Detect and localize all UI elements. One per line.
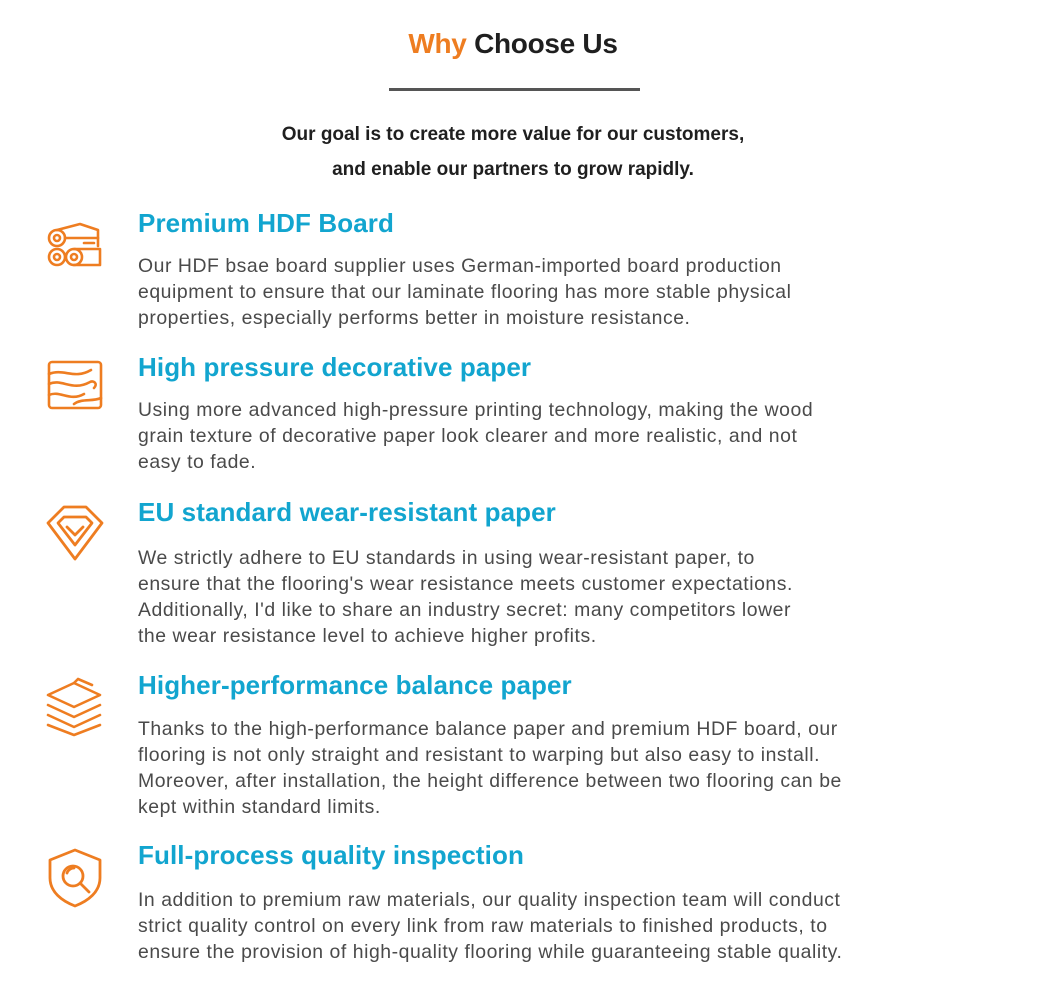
feature-title: Higher-performance balance paper [138,670,572,700]
description-line: strict quality control on every link from raw materials to finished products, to [138,915,828,937]
logs-icon [44,213,106,275]
description-line: kept within standard limits. [138,796,381,818]
feature-description [138,397,998,475]
paper-layers-icon [44,675,106,737]
feature-title: High pressure decorative paper [138,352,532,382]
quality-badge-icon [44,501,106,563]
description-line: flooring is not only straight and resistant to warping but also easy to install. [138,744,821,766]
subtitle-line-1: Our goal is to create more value for our customers, [281,124,745,145]
feature-description [138,253,998,331]
subtitle-line-2: and enable our partners to grow rapidly. [332,159,694,180]
feature-title: Full-process quality inspection [138,840,524,870]
feature-title: Premium HDF Board [138,208,394,238]
description-line: properties, especially performs better in moisture resistance. [138,307,691,329]
title-rest: Choose Us [474,28,618,59]
description-line: grain texture of decorative paper look clearer and more realistic, and not [138,425,798,447]
section-title [0,28,1026,60]
inspection-shield-icon [44,846,106,908]
description-line: Moreover, after installation, the height difference between two flooring can be [138,770,842,792]
description-line: We strictly adhere to EU standards in using wear-resistant paper, to [138,547,755,569]
description-line: equipment to ensure that our laminate flooring has more stable physical [138,281,792,303]
description-line: Thanks to the high-performance balance paper and premium HDF board, our [138,718,838,740]
description-line: Using more advanced high-pressure printing technology, making the wood [138,399,814,421]
description-line: ensure that the flooring's wear resistance meets customer expectations. [138,573,793,595]
title-divider [389,88,640,91]
wood-grain-icon [44,354,106,416]
feature-description [138,545,998,649]
description-line: Our HDF bsae board supplier uses German-imported board production [138,255,782,277]
description-line: ensure the provision of high-quality flooring while guaranteeing stable quality. [138,941,843,963]
description-line: easy to fade. [138,451,257,473]
feature-title: EU standard wear-resistant paper [138,497,556,527]
feature-description [138,887,998,965]
description-line: the wear resistance level to achieve higher profits. [138,625,597,647]
description-line: Additionally, I'd like to share an industry secret: many competitors lower [138,599,791,621]
section-subtitle [0,117,1026,187]
title-accent: Why [408,28,467,59]
feature-description [138,716,998,820]
description-line: In addition to premium raw materials, our quality inspection team will conduct [138,889,841,911]
